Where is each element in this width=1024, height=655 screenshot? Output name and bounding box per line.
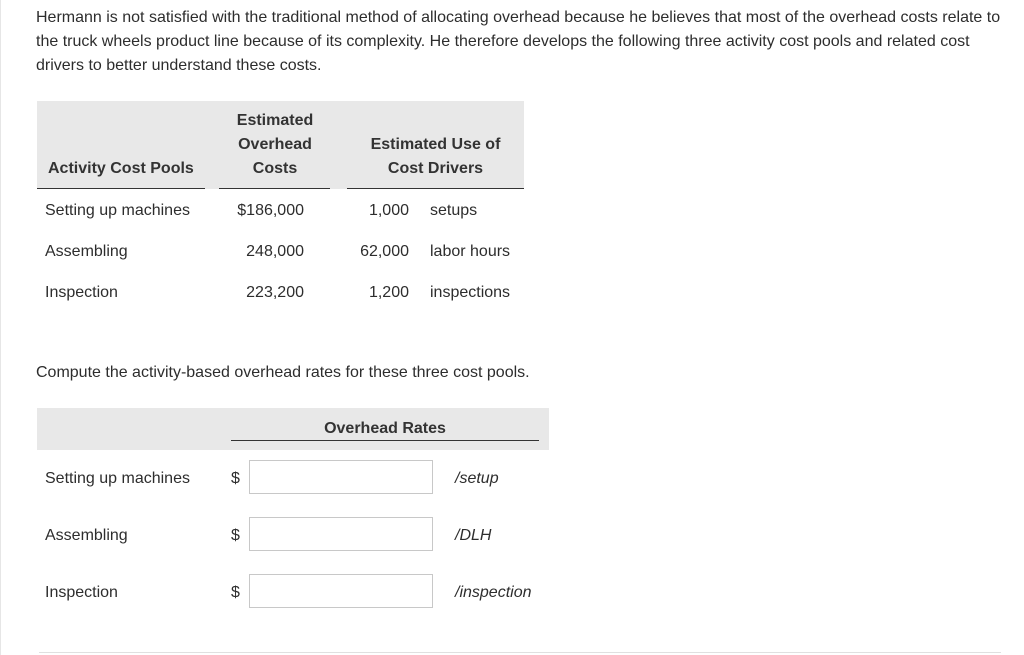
driver-quantity: 1,000 [368, 202, 409, 219]
dollar-sign: $ [231, 527, 240, 544]
driver-unit: labor hours [430, 243, 511, 260]
header-rule-overhead-rates [231, 440, 539, 441]
dollar-sign: $ [231, 470, 240, 487]
intro-paragraph: Hermann is not satisfied with the traditional method of allocating overhead because he believes that most of the overhead costs relate to the truck wheels product line because of its complexity. He therefore develops the following three activity cost pools and related cost drivers to better understand these costs. [36, 9, 1001, 74]
header-costs-line-1: Estimated [236, 112, 314, 129]
cost-pool-name: Setting up machines [45, 202, 190, 219]
overhead-cost: $186,000 [237, 202, 304, 219]
driver-quantity: 62,000 [360, 243, 409, 260]
header-activity-cost-pools: Activity Cost Pools [48, 160, 194, 177]
question-prompt: Compute the activity-based overhead rates for these three cost pools. [36, 364, 530, 381]
header-estimated-use-of-cost-drivers [347, 133, 524, 181]
rate-pool-name: Inspection [45, 584, 118, 601]
header-estimated-overhead-costs [215, 109, 335, 181]
assembling-rate-input[interactable] [249, 517, 433, 551]
cost-pool-name: Inspection [45, 284, 118, 301]
header-costs-line-3: Costs [252, 160, 298, 177]
dollar-sign: $ [231, 584, 240, 601]
rate-pool-name: Assembling [45, 527, 128, 544]
header-rule-costs [219, 188, 330, 189]
rate-unit: /inspection [455, 584, 532, 601]
rate-unit: /DLH [455, 527, 492, 544]
header-overhead-rates: Overhead Rates [324, 420, 446, 437]
cost-pool-name: Assembling [45, 243, 128, 260]
inspection-rate-input[interactable] [249, 574, 433, 608]
driver-unit: setups [430, 202, 478, 219]
driver-unit: inspections [430, 284, 511, 301]
driver-quantity: 1,200 [368, 284, 409, 301]
section-divider [39, 652, 1001, 653]
setup-rate-input[interactable] [249, 460, 433, 494]
header-costs-line-2: Overhead [238, 136, 312, 153]
header-rule-drivers [347, 188, 524, 189]
rate-unit: /setup [455, 470, 499, 487]
header-use-line-1: Estimated Use of [370, 136, 501, 153]
header-rule-pools [37, 188, 205, 189]
overhead-cost: 223,200 [246, 284, 304, 301]
overhead-cost: 248,000 [246, 243, 304, 260]
rate-pool-name: Setting up machines [45, 470, 190, 487]
header-use-line-2: Cost Drivers [387, 160, 484, 177]
